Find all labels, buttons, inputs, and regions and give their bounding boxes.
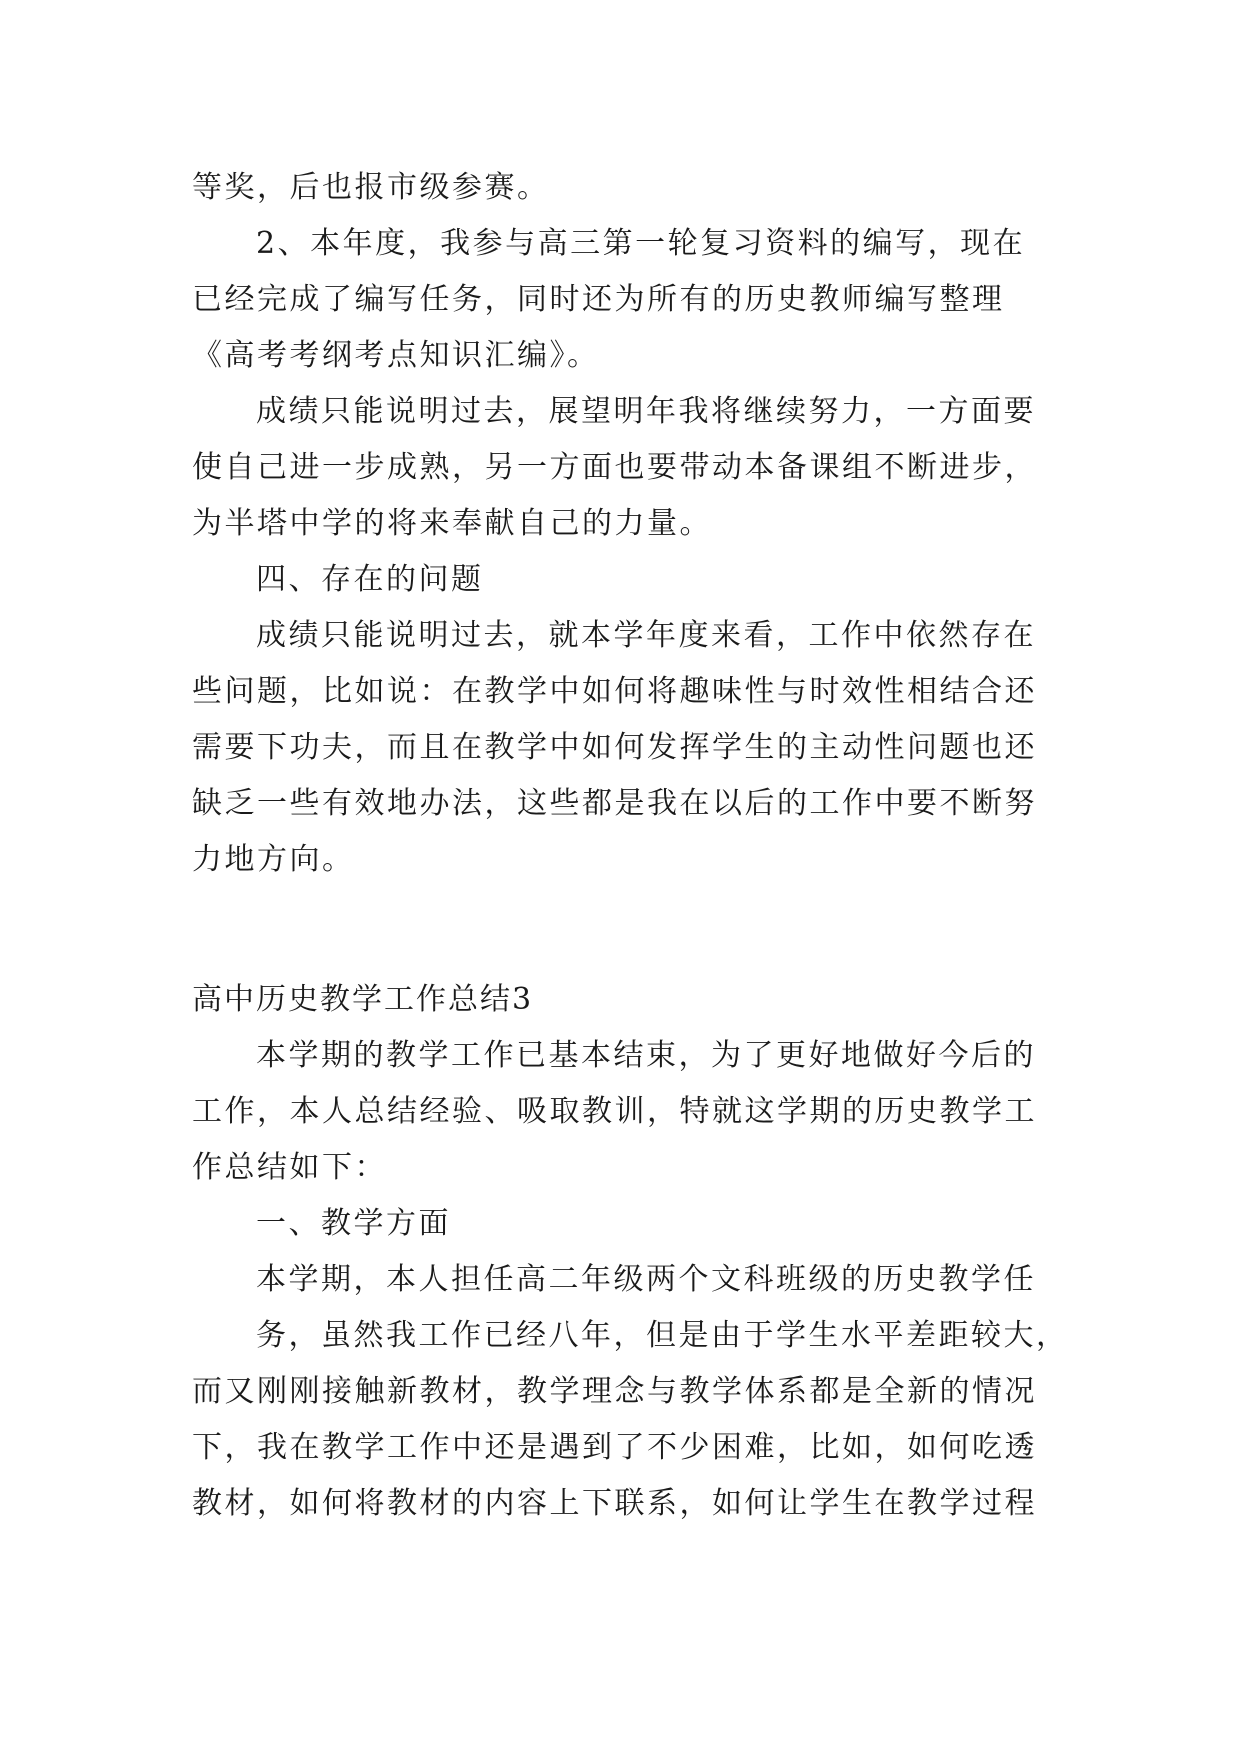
text-line: 需要下功夫，而且在教学中如何发挥学生的主动性问题也还 — [192, 730, 1037, 765]
paragraph-line: 2、本年度，我参与高三第一轮复习资料的编写，现在 — [256, 226, 1026, 261]
paragraph-line: 成绩只能说明过去，就本学年度来看，工作中依然存在 — [256, 618, 1036, 653]
text-line: 使自己进一步成熟，另一方面也要带动本备课组不断进步， — [192, 450, 1037, 485]
text-line: 等奖，后也报市级参赛。 — [192, 170, 550, 205]
text-line: 教材，如何将教材的内容上下联系，如何让学生在教学过程 — [192, 1486, 1037, 1521]
document-title: 高中历史教学工作总结3 — [192, 982, 534, 1017]
text-line: 工作，本人总结经验、吸取教训，特就这学期的历史教学工 — [192, 1094, 1037, 1129]
section-heading: 一、教学方面 — [256, 1206, 451, 1241]
text-line: 缺乏一些有效地办法，这些都是我在以后的工作中要不断努 — [192, 786, 1037, 821]
section-heading: 四、存在的问题 — [256, 562, 484, 597]
text-line: 已经完成了编写任务，同时还为所有的历史教师编写整理 — [192, 282, 1005, 317]
text-line: 些问题，比如说：在教学中如何将趣味性与时效性相结合还 — [192, 674, 1037, 709]
paragraph-line: 成绩只能说明过去，展望明年我将继续努力，一方面要 — [256, 394, 1036, 429]
paragraph-line: 本学期的教学工作已基本结束，为了更好地做好今后的 — [256, 1038, 1036, 1073]
paragraph-line: 务，虽然我工作已经八年，但是由于学生水平差距较大， — [256, 1318, 1069, 1353]
paragraph-line: 本学期，本人担任高二年级两个文科班级的历史教学任 — [256, 1262, 1036, 1297]
text-line: 下，我在教学工作中还是遇到了不少困难，比如，如何吃透 — [192, 1430, 1037, 1465]
text-line: 《高考考纲考点知识汇编》。 — [192, 338, 600, 373]
text-line: 力地方向。 — [192, 842, 355, 877]
text-line: 而又刚刚接触新教材，教学理念与教学体系都是全新的情况 — [192, 1374, 1037, 1409]
text-line: 作总结如下： — [192, 1150, 387, 1185]
text-line: 为半塔中学的将来奉献自己的力量。 — [192, 506, 712, 541]
